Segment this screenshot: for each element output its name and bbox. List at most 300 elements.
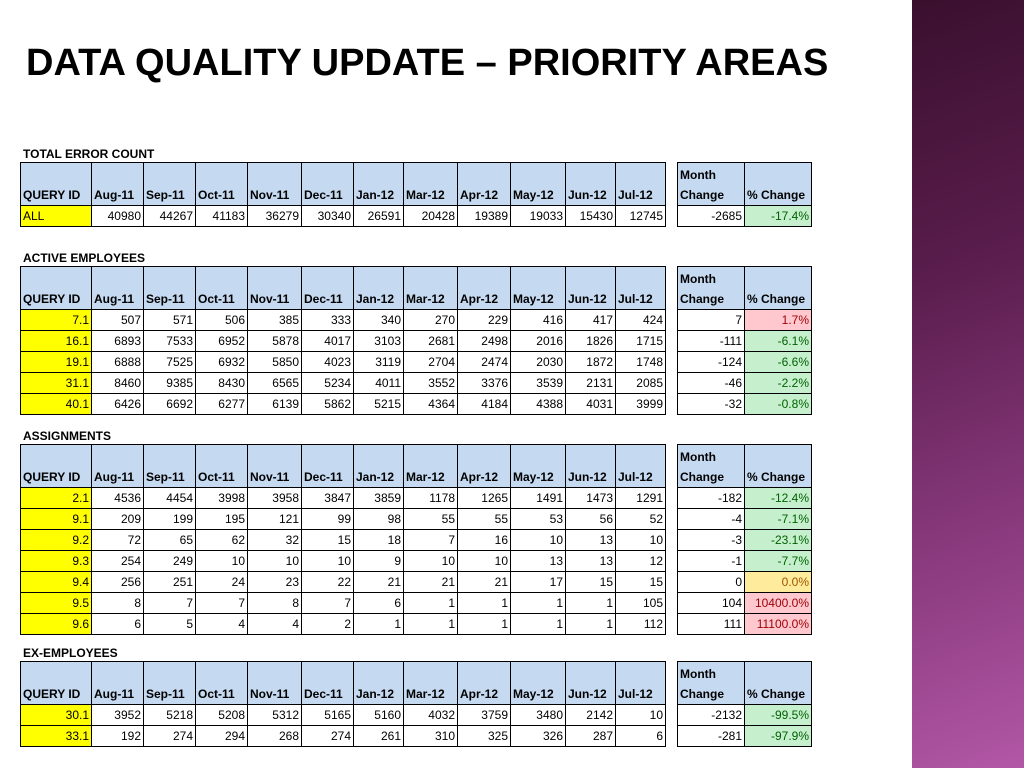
header-month: Apr-12 — [458, 267, 511, 310]
header-month: Jan-12 — [354, 445, 404, 488]
section-0 — [20, 146, 820, 227]
header-month: Sep-11 — [144, 445, 196, 488]
pct-change-cell: 0.0% — [745, 572, 812, 593]
month-change-cell: -4 — [678, 509, 745, 530]
month-value-cell: 12 — [616, 551, 666, 572]
month-value-cell: 6932 — [196, 352, 248, 373]
month-value-cell: 1 — [511, 614, 566, 635]
header-month: Nov-11 — [248, 662, 302, 705]
header-month: Jan-12 — [354, 267, 404, 310]
month-value-cell: 44267 — [144, 206, 196, 227]
table-row — [21, 572, 812, 593]
month-value-cell: 7 — [302, 593, 354, 614]
month-value-cell: 10 — [511, 530, 566, 551]
row-spacer — [666, 551, 678, 572]
month-change-cell: -182 — [678, 488, 745, 509]
header-month: Jul-12 — [616, 267, 666, 310]
header-month: Apr-12 — [458, 662, 511, 705]
month-value-cell: 2 — [302, 614, 354, 635]
month-value-cell: 15 — [566, 572, 616, 593]
query-id-cell: ALL — [21, 206, 92, 227]
month-value-cell: 26591 — [354, 206, 404, 227]
month-change-cell: -281 — [678, 726, 745, 747]
month-value-cell: 15 — [302, 530, 354, 551]
table-row — [21, 509, 812, 530]
pct-change-cell: -7.7% — [745, 551, 812, 572]
header-month: Oct-11 — [196, 662, 248, 705]
header-month: Oct-11 — [196, 445, 248, 488]
month-value-cell: 6565 — [248, 373, 302, 394]
month-value-cell: 1748 — [616, 352, 666, 373]
month-value-cell: 274 — [302, 726, 354, 747]
month-value-cell: 22 — [302, 572, 354, 593]
month-value-cell: 1 — [566, 614, 616, 635]
month-value-cell: 10 — [616, 530, 666, 551]
month-value-cell: 99 — [302, 509, 354, 530]
month-value-cell: 294 — [196, 726, 248, 747]
month-value-cell: 13 — [511, 551, 566, 572]
month-value-cell: 5862 — [302, 394, 354, 415]
month-value-cell: 5878 — [248, 331, 302, 352]
section-3 — [20, 645, 820, 747]
header-month: Aug-11 — [92, 267, 144, 310]
month-change-cell: -124 — [678, 352, 745, 373]
table-row — [21, 551, 812, 572]
month-value-cell: 30340 — [302, 206, 354, 227]
month-value-cell: 1715 — [616, 331, 666, 352]
month-value-cell: 310 — [404, 726, 458, 747]
query-id-cell: 30.1 — [21, 705, 92, 726]
header-row — [21, 163, 812, 206]
section-label: ASSIGNMENTS — [23, 429, 112, 443]
header-month: Sep-11 — [144, 267, 196, 310]
month-value-cell: 4388 — [511, 394, 566, 415]
month-value-cell: 8 — [248, 593, 302, 614]
month-change-cell: -2132 — [678, 705, 745, 726]
month-value-cell: 32 — [248, 530, 302, 551]
month-change-cell: -46 — [678, 373, 745, 394]
table-row — [21, 530, 812, 551]
month-value-cell: 6 — [92, 614, 144, 635]
month-value-cell: 2016 — [511, 331, 566, 352]
month-value-cell: 4364 — [404, 394, 458, 415]
page-title: DATA QUALITY UPDATE – PRIORITY AREAS — [26, 42, 829, 84]
query-id-cell: 9.3 — [21, 551, 92, 572]
month-value-cell: 1 — [511, 593, 566, 614]
month-value-cell: 417 — [566, 310, 616, 331]
month-value-cell: 41183 — [196, 206, 248, 227]
row-spacer — [666, 488, 678, 509]
month-value-cell: 229 — [458, 310, 511, 331]
pct-change-cell: 10400.0% — [745, 593, 812, 614]
month-value-cell: 2085 — [616, 373, 666, 394]
header-month: Mar-12 — [404, 662, 458, 705]
month-value-cell: 20428 — [404, 206, 458, 227]
header-month: Aug-11 — [92, 662, 144, 705]
month-value-cell: 16 — [458, 530, 511, 551]
header-month: Nov-11 — [248, 267, 302, 310]
header-month: Jul-12 — [616, 662, 666, 705]
query-id-cell: 9.5 — [21, 593, 92, 614]
month-value-cell: 5160 — [354, 705, 404, 726]
header-month: Apr-12 — [458, 163, 511, 206]
month-change-cell: -1 — [678, 551, 745, 572]
query-id-cell: 19.1 — [21, 352, 92, 373]
query-id-cell: 33.1 — [21, 726, 92, 747]
month-value-cell: 274 — [144, 726, 196, 747]
month-value-cell: 10 — [404, 551, 458, 572]
month-value-cell: 5208 — [196, 705, 248, 726]
section-2 — [20, 428, 820, 635]
header-pct-change: % Change — [745, 445, 812, 488]
row-spacer — [666, 572, 678, 593]
month-value-cell: 105 — [616, 593, 666, 614]
month-value-cell: 121 — [248, 509, 302, 530]
month-value-cell: 6 — [354, 593, 404, 614]
month-value-cell: 7 — [404, 530, 458, 551]
pct-change-cell: -6.1% — [745, 331, 812, 352]
month-value-cell: 98 — [354, 509, 404, 530]
row-spacer — [666, 206, 678, 227]
header-month: Mar-12 — [404, 445, 458, 488]
month-value-cell: 21 — [458, 572, 511, 593]
header-spacer — [666, 163, 678, 206]
header-spacer — [666, 267, 678, 310]
month-value-cell: 261 — [354, 726, 404, 747]
month-value-cell: 385 — [248, 310, 302, 331]
month-change-cell: -2685 — [678, 206, 745, 227]
month-change-cell: 7 — [678, 310, 745, 331]
month-value-cell: 1265 — [458, 488, 511, 509]
month-value-cell: 325 — [458, 726, 511, 747]
row-spacer — [666, 530, 678, 551]
header-month: Apr-12 — [458, 445, 511, 488]
month-value-cell: 6893 — [92, 331, 144, 352]
month-value-cell: 287 — [566, 726, 616, 747]
header-month: Jan-12 — [354, 662, 404, 705]
header-pct-change: % Change — [745, 267, 812, 310]
query-id-cell: 9.4 — [21, 572, 92, 593]
month-value-cell: 2142 — [566, 705, 616, 726]
query-id-cell: 40.1 — [21, 394, 92, 415]
month-value-cell: 571 — [144, 310, 196, 331]
month-value-cell: 1872 — [566, 352, 616, 373]
header-month: Mar-12 — [404, 163, 458, 206]
month-value-cell: 6426 — [92, 394, 144, 415]
table-row — [21, 352, 812, 373]
pct-change-cell: -99.5% — [745, 705, 812, 726]
row-spacer — [666, 509, 678, 530]
row-spacer — [666, 331, 678, 352]
month-value-cell: 8 — [92, 593, 144, 614]
row-spacer — [666, 726, 678, 747]
row-spacer — [666, 705, 678, 726]
month-value-cell: 7 — [144, 593, 196, 614]
month-value-cell: 270 — [404, 310, 458, 331]
header-month-change: Month Change — [678, 267, 745, 310]
month-change-cell: -32 — [678, 394, 745, 415]
row-spacer — [666, 373, 678, 394]
month-value-cell: 1 — [458, 593, 511, 614]
month-value-cell: 4 — [196, 614, 248, 635]
month-value-cell: 6692 — [144, 394, 196, 415]
month-value-cell: 19389 — [458, 206, 511, 227]
month-value-cell: 416 — [511, 310, 566, 331]
month-value-cell: 209 — [92, 509, 144, 530]
table-row — [21, 206, 812, 227]
month-value-cell: 3998 — [196, 488, 248, 509]
header-month: Aug-11 — [92, 163, 144, 206]
month-value-cell: 1 — [404, 614, 458, 635]
header-month: May-12 — [511, 445, 566, 488]
month-value-cell: 40980 — [92, 206, 144, 227]
header-query-id: QUERY ID — [21, 662, 92, 705]
header-pct-change: % Change — [745, 163, 812, 206]
month-value-cell: 3952 — [92, 705, 144, 726]
month-value-cell: 3958 — [248, 488, 302, 509]
header-month: Jul-12 — [616, 445, 666, 488]
row-spacer — [666, 352, 678, 373]
month-value-cell: 333 — [302, 310, 354, 331]
month-value-cell: 21 — [404, 572, 458, 593]
month-value-cell: 3999 — [616, 394, 666, 415]
month-value-cell: 10 — [196, 551, 248, 572]
month-value-cell: 4011 — [354, 373, 404, 394]
data-table — [20, 661, 812, 747]
month-value-cell: 249 — [144, 551, 196, 572]
month-value-cell: 53 — [511, 509, 566, 530]
query-id-cell: 31.1 — [21, 373, 92, 394]
month-value-cell: 1 — [354, 614, 404, 635]
pct-change-cell: -6.6% — [745, 352, 812, 373]
table-row — [21, 614, 812, 635]
month-value-cell: 1 — [404, 593, 458, 614]
pct-change-cell: -2.2% — [745, 373, 812, 394]
table-row — [21, 593, 812, 614]
month-value-cell: 1826 — [566, 331, 616, 352]
month-value-cell: 1291 — [616, 488, 666, 509]
header-month-change: Month Change — [678, 163, 745, 206]
month-value-cell: 254 — [92, 551, 144, 572]
month-value-cell: 3847 — [302, 488, 354, 509]
month-value-cell: 4032 — [404, 705, 458, 726]
query-id-cell: 9.2 — [21, 530, 92, 551]
table-row — [21, 310, 812, 331]
month-value-cell: 4184 — [458, 394, 511, 415]
month-value-cell: 19033 — [511, 206, 566, 227]
month-value-cell: 192 — [92, 726, 144, 747]
month-value-cell: 56 — [566, 509, 616, 530]
header-month: Dec-11 — [302, 445, 354, 488]
section-label: EX-EMPLOYEES — [23, 646, 118, 660]
section-label: ACTIVE EMPLOYEES — [23, 251, 146, 265]
month-value-cell: 10 — [616, 705, 666, 726]
month-value-cell: 3376 — [458, 373, 511, 394]
table-row — [21, 373, 812, 394]
month-value-cell: 5234 — [302, 373, 354, 394]
month-value-cell: 6952 — [196, 331, 248, 352]
month-value-cell: 5312 — [248, 705, 302, 726]
month-value-cell: 15 — [616, 572, 666, 593]
header-month: Jun-12 — [566, 445, 616, 488]
month-value-cell: 4017 — [302, 331, 354, 352]
pct-change-cell: -23.1% — [745, 530, 812, 551]
month-value-cell: 9 — [354, 551, 404, 572]
header-row — [21, 445, 812, 488]
query-id-cell: 9.1 — [21, 509, 92, 530]
month-value-cell: 72 — [92, 530, 144, 551]
month-change-cell: 0 — [678, 572, 745, 593]
month-value-cell: 2131 — [566, 373, 616, 394]
month-value-cell: 340 — [354, 310, 404, 331]
pct-change-cell: -12.4% — [745, 488, 812, 509]
header-month: Dec-11 — [302, 662, 354, 705]
month-value-cell: 17 — [511, 572, 566, 593]
data-table — [20, 266, 812, 415]
pct-change-cell: -17.4% — [745, 206, 812, 227]
month-value-cell: 251 — [144, 572, 196, 593]
month-value-cell: 4 — [248, 614, 302, 635]
header-month: May-12 — [511, 163, 566, 206]
month-value-cell: 5218 — [144, 705, 196, 726]
header-row — [21, 267, 812, 310]
month-value-cell: 1 — [458, 614, 511, 635]
month-value-cell: 3480 — [511, 705, 566, 726]
header-month: May-12 — [511, 662, 566, 705]
row-spacer — [666, 394, 678, 415]
month-value-cell: 3552 — [404, 373, 458, 394]
row-spacer — [666, 614, 678, 635]
month-change-cell: -111 — [678, 331, 745, 352]
month-value-cell: 4536 — [92, 488, 144, 509]
month-value-cell: 2704 — [404, 352, 458, 373]
header-query-id: QUERY ID — [21, 267, 92, 310]
month-value-cell: 36279 — [248, 206, 302, 227]
header-month: Sep-11 — [144, 163, 196, 206]
pct-change-cell: -0.8% — [745, 394, 812, 415]
month-value-cell: 6 — [616, 726, 666, 747]
month-value-cell: 62 — [196, 530, 248, 551]
header-month: Jun-12 — [566, 267, 616, 310]
month-value-cell: 507 — [92, 310, 144, 331]
query-id-cell: 16.1 — [21, 331, 92, 352]
month-value-cell: 3539 — [511, 373, 566, 394]
section-label: TOTAL ERROR COUNT — [23, 147, 155, 161]
month-value-cell: 13 — [566, 530, 616, 551]
header-month: Jul-12 — [616, 163, 666, 206]
header-month: Nov-11 — [248, 163, 302, 206]
month-value-cell: 1491 — [511, 488, 566, 509]
month-value-cell: 8430 — [196, 373, 248, 394]
month-value-cell: 2498 — [458, 331, 511, 352]
month-value-cell: 4454 — [144, 488, 196, 509]
month-value-cell: 268 — [248, 726, 302, 747]
month-value-cell: 199 — [144, 509, 196, 530]
section-1 — [20, 250, 820, 415]
month-value-cell: 112 — [616, 614, 666, 635]
month-value-cell: 7533 — [144, 331, 196, 352]
month-value-cell: 1473 — [566, 488, 616, 509]
header-spacer — [666, 445, 678, 488]
header-pct-change: % Change — [745, 662, 812, 705]
header-month: Dec-11 — [302, 163, 354, 206]
month-value-cell: 55 — [404, 509, 458, 530]
header-month: Jun-12 — [566, 163, 616, 206]
month-value-cell: 3119 — [354, 352, 404, 373]
month-value-cell: 10 — [248, 551, 302, 572]
header-query-id: QUERY ID — [21, 445, 92, 488]
header-row — [21, 662, 812, 705]
header-month: May-12 — [511, 267, 566, 310]
header-month: Sep-11 — [144, 662, 196, 705]
table-row — [21, 394, 812, 415]
month-value-cell: 7525 — [144, 352, 196, 373]
month-value-cell: 5850 — [248, 352, 302, 373]
month-value-cell: 13 — [566, 551, 616, 572]
month-value-cell: 424 — [616, 310, 666, 331]
header-month-change: Month Change — [678, 445, 745, 488]
month-value-cell: 5165 — [302, 705, 354, 726]
month-value-cell: 24 — [196, 572, 248, 593]
month-change-cell: -3 — [678, 530, 745, 551]
month-value-cell: 7 — [196, 593, 248, 614]
month-value-cell: 18 — [354, 530, 404, 551]
header-month: Aug-11 — [92, 445, 144, 488]
query-id-cell: 9.6 — [21, 614, 92, 635]
header-month: Oct-11 — [196, 267, 248, 310]
month-value-cell: 4023 — [302, 352, 354, 373]
table-row — [21, 488, 812, 509]
header-spacer — [666, 662, 678, 705]
query-id-cell: 2.1 — [21, 488, 92, 509]
month-value-cell: 12745 — [616, 206, 666, 227]
month-value-cell: 1 — [566, 593, 616, 614]
header-month-change: Month Change — [678, 662, 745, 705]
month-value-cell: 2030 — [511, 352, 566, 373]
header-query-id: QUERY ID — [21, 163, 92, 206]
query-id-cell: 7.1 — [21, 310, 92, 331]
pct-change-cell: -7.1% — [745, 509, 812, 530]
month-change-cell: 111 — [678, 614, 745, 635]
month-value-cell: 55 — [458, 509, 511, 530]
month-value-cell: 6888 — [92, 352, 144, 373]
month-value-cell: 506 — [196, 310, 248, 331]
month-value-cell: 23 — [248, 572, 302, 593]
header-month: Mar-12 — [404, 267, 458, 310]
month-value-cell: 5215 — [354, 394, 404, 415]
month-value-cell: 2474 — [458, 352, 511, 373]
month-value-cell: 6277 — [196, 394, 248, 415]
month-value-cell: 6139 — [248, 394, 302, 415]
month-value-cell: 195 — [196, 509, 248, 530]
month-value-cell: 8460 — [92, 373, 144, 394]
decorative-side-bar — [912, 0, 1024, 768]
month-value-cell: 1178 — [404, 488, 458, 509]
month-value-cell: 52 — [616, 509, 666, 530]
data-table — [20, 444, 812, 635]
header-month: Oct-11 — [196, 163, 248, 206]
month-value-cell: 326 — [511, 726, 566, 747]
month-value-cell: 256 — [92, 572, 144, 593]
table-row — [21, 705, 812, 726]
month-value-cell: 3103 — [354, 331, 404, 352]
month-value-cell: 3759 — [458, 705, 511, 726]
table-row — [21, 726, 812, 747]
header-month: Jan-12 — [354, 163, 404, 206]
month-value-cell: 65 — [144, 530, 196, 551]
month-value-cell: 10 — [302, 551, 354, 572]
header-month: Jun-12 — [566, 662, 616, 705]
